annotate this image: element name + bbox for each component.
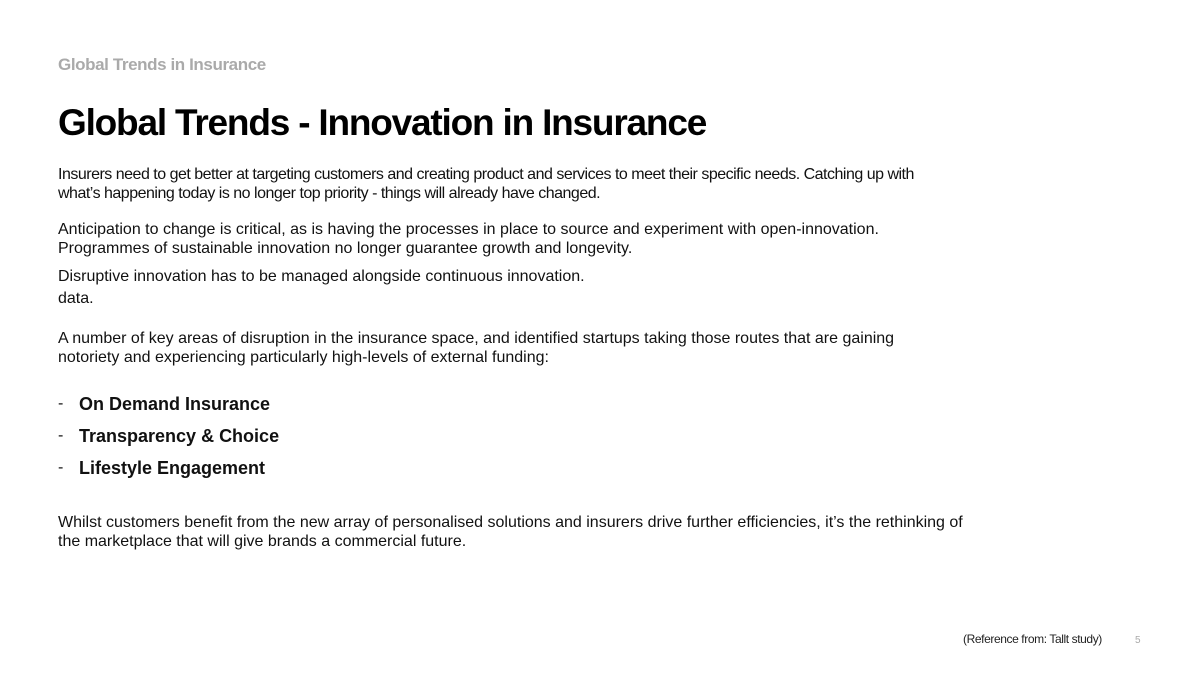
closing-paragraph: Whilst customers benefit from the new array of personalised solutions and insurers drive further efficiencies, it’s the rethinking of the marketplace that will give brands a commercial future. <box>58 514 963 550</box>
reference-note: (Reference from: Tallt study) <box>963 632 1102 646</box>
section-label: Global Trends in Insurance <box>58 55 266 74</box>
bullet-dash: - <box>58 427 64 444</box>
bullet-text: On Demand Insurance <box>79 394 271 414</box>
bullet-dash: - <box>58 395 64 412</box>
intro-paragraph: Insurers need to get better at targeting customers and creating product and services to meet their specific needs. Catching up with what’s happening today is no longer top priority - things will already have changed. <box>58 166 914 202</box>
page-title: Global Trends - Innovation in Insurance <box>58 102 707 143</box>
page-number: 5 <box>1135 635 1141 646</box>
anticipation-paragraph: Anticipation to change is critical, as is having the processes in place to source and experiment with open-innovation. Programmes of sustainable innovation no longer guarantee growth and longevity. <box>58 221 879 257</box>
bullet-text: Lifestyle Engagement <box>79 458 266 478</box>
bullet-dash: - <box>58 459 64 476</box>
bullet-text: Transparency & Choice <box>79 426 280 446</box>
data-fragment: data. <box>58 290 94 307</box>
disruptive-paragraph: Disruptive innovation has to be managed alongside continuous innovation. <box>58 268 585 285</box>
key-areas-paragraph: A number of key areas of disruption in the insurance space, and identified startups taking those routes that are gaining notoriety and experiencing particularly high-levels of external funding: <box>58 330 895 366</box>
